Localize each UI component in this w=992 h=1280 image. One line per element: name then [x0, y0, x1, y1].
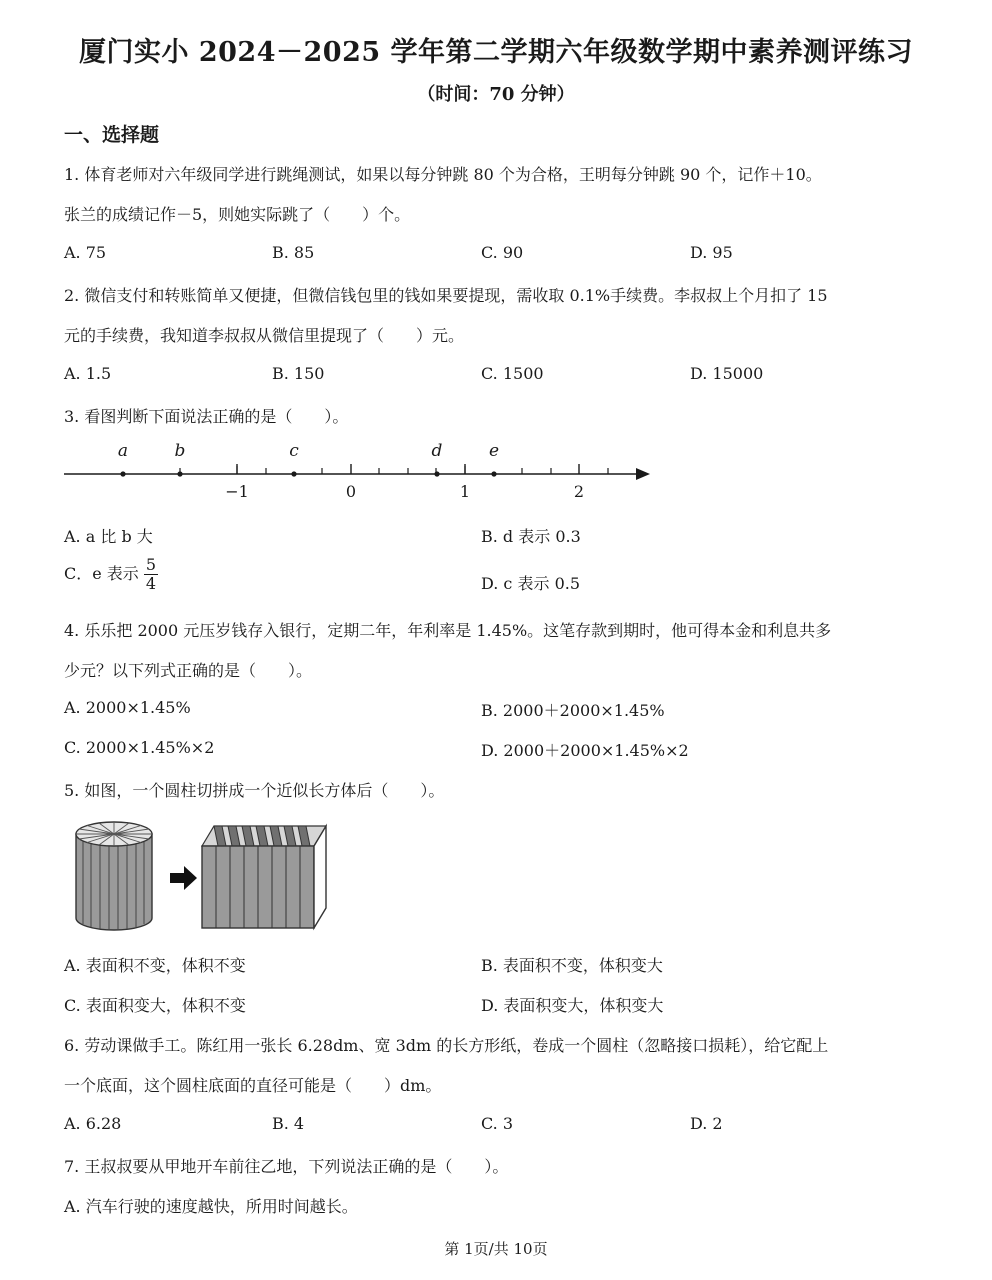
question-1-option-d: D. 95	[690, 243, 733, 262]
point-label-c: c	[289, 441, 299, 461]
question-7-option-a: A. 汽车行驶的速度越快，所用时间越长。	[64, 1197, 358, 1216]
question-2-line-1: 2. 微信支付和转账简单又便捷，但微信钱包里的钱如果要提现，需收取 0.1%手续费。李叔叔上个月扣了 15	[64, 286, 828, 305]
question-4-option-a: A. 2000×1.45%	[64, 698, 191, 717]
question-4-option-b: B. 2000＋2000×1.45%	[481, 701, 665, 720]
question-4-option-d: D. 2000＋2000×1.45%×2	[481, 741, 689, 760]
exam-duration: （时间：70 分钟）	[417, 84, 575, 105]
tick-label-2: 2	[573, 482, 585, 501]
point-d	[434, 471, 439, 476]
question-6-option-a: A. 6.28	[64, 1114, 122, 1133]
question-2-option-d: D. 15000	[690, 364, 764, 383]
question-6-option-c: C. 3	[481, 1114, 514, 1133]
fraction-denominator: 4	[145, 574, 157, 593]
question-4-line-1: 4. 乐乐把 2000 元压岁钱存入银行，定期二年，年利率是 1.45%。这笔存款到期时，他可得本金和利息共多	[64, 621, 832, 640]
tick-label-0: 0	[345, 482, 357, 501]
question-2-option-b: B. 150	[272, 364, 325, 383]
question-1-line-2: 张兰的成绩记作－5，则她实际跳了（ ）个。	[64, 205, 411, 224]
question-1-line-1: 1. 体育老师对六年级同学进行跳绳测试，如果以每分钟跳 80 个为合格，王明每分钟跳 90 个，记作＋10。	[64, 165, 822, 184]
point-label-d: d	[431, 441, 443, 461]
question-3-option-c-text: C．e 表示	[64, 564, 139, 583]
tick-label-minus-1: −1	[225, 482, 249, 501]
cuboid-icon	[202, 826, 326, 928]
question-6-option-b: B. 4	[272, 1114, 305, 1133]
page-number-footer: 第 1页/共 10页	[444, 1240, 548, 1258]
transform-arrow-icon	[170, 866, 197, 890]
question-5-option-b: B. 表面积不变，体积变大	[481, 956, 663, 975]
question-6-option-d: D. 2	[690, 1114, 723, 1133]
question-7-line-1: 7. 王叔叔要从甲地开车前往乙地，下列说法正确的是（ ）。	[64, 1157, 509, 1176]
page-title: 厦门实小 2024－2025 学年第二学期六年级数学期中素养测评练习	[78, 37, 914, 68]
cylinder-to-cuboid-figure	[70, 818, 340, 936]
question-6-line-2: 一个底面，这个圆柱底面的直径可能是（ ）dm。	[64, 1076, 442, 1095]
fraction-numerator: 5	[145, 555, 157, 574]
point-a	[120, 471, 125, 476]
question-1-option-b: B. 85	[272, 243, 315, 262]
point-e	[491, 471, 496, 476]
question-3-line-1: 3. 看图判断下面说法正确的是（ ）。	[64, 407, 349, 426]
question-1-option-c: C. 90	[481, 243, 524, 262]
question-5-option-d: D. 表面积变大，体积变大	[481, 996, 664, 1015]
question-3-option-a: A. a 比 b 大	[64, 527, 153, 546]
fraction-five-fourths	[144, 556, 158, 593]
question-2-option-a: A. 1.5	[64, 364, 112, 383]
question-3-option-c	[64, 556, 158, 593]
question-4-line-2: 少元？以下列式正确的是（ ）。	[64, 661, 313, 680]
section-heading-choice: 一、选择题	[64, 124, 160, 146]
number-line-arrow-icon	[636, 468, 650, 480]
question-2-option-c: C. 1500	[481, 364, 544, 383]
point-label-e: e	[488, 441, 500, 461]
question-1-option-a: A. 75	[64, 243, 107, 262]
point-label-a: a	[117, 441, 129, 461]
question-2-line-2: 元的手续费，我知道李叔叔从微信里提现了（ ）元。	[64, 326, 465, 345]
question-4-option-c: C. 2000×1.45%×2	[64, 738, 215, 757]
point-c	[291, 471, 296, 476]
question-5-option-a: A. 表面积不变，体积不变	[64, 956, 246, 975]
question-6-line-1: 6. 劳动课做手工。陈红用一张长 6.28dm、宽 3dm 的长方形纸，卷成一个圆柱（忽略接口损耗），给它配上	[64, 1036, 829, 1055]
question-3-option-d: D. c 表示 0.5	[481, 574, 581, 593]
point-b	[177, 471, 182, 476]
number-line-figure	[60, 436, 660, 506]
question-3-option-b: B. d 表示 0.3	[481, 527, 581, 546]
tick-label-1: 1	[459, 482, 471, 501]
cylinder-icon	[76, 822, 152, 930]
number-line-minor-ticks	[180, 466, 608, 474]
question-5-line-1: 5. 如图，一个圆柱切拼成一个近似长方体后（ ）。	[64, 781, 445, 800]
question-5-option-c: C. 表面积变大，体积不变	[64, 996, 246, 1015]
point-label-b: b	[174, 441, 186, 461]
